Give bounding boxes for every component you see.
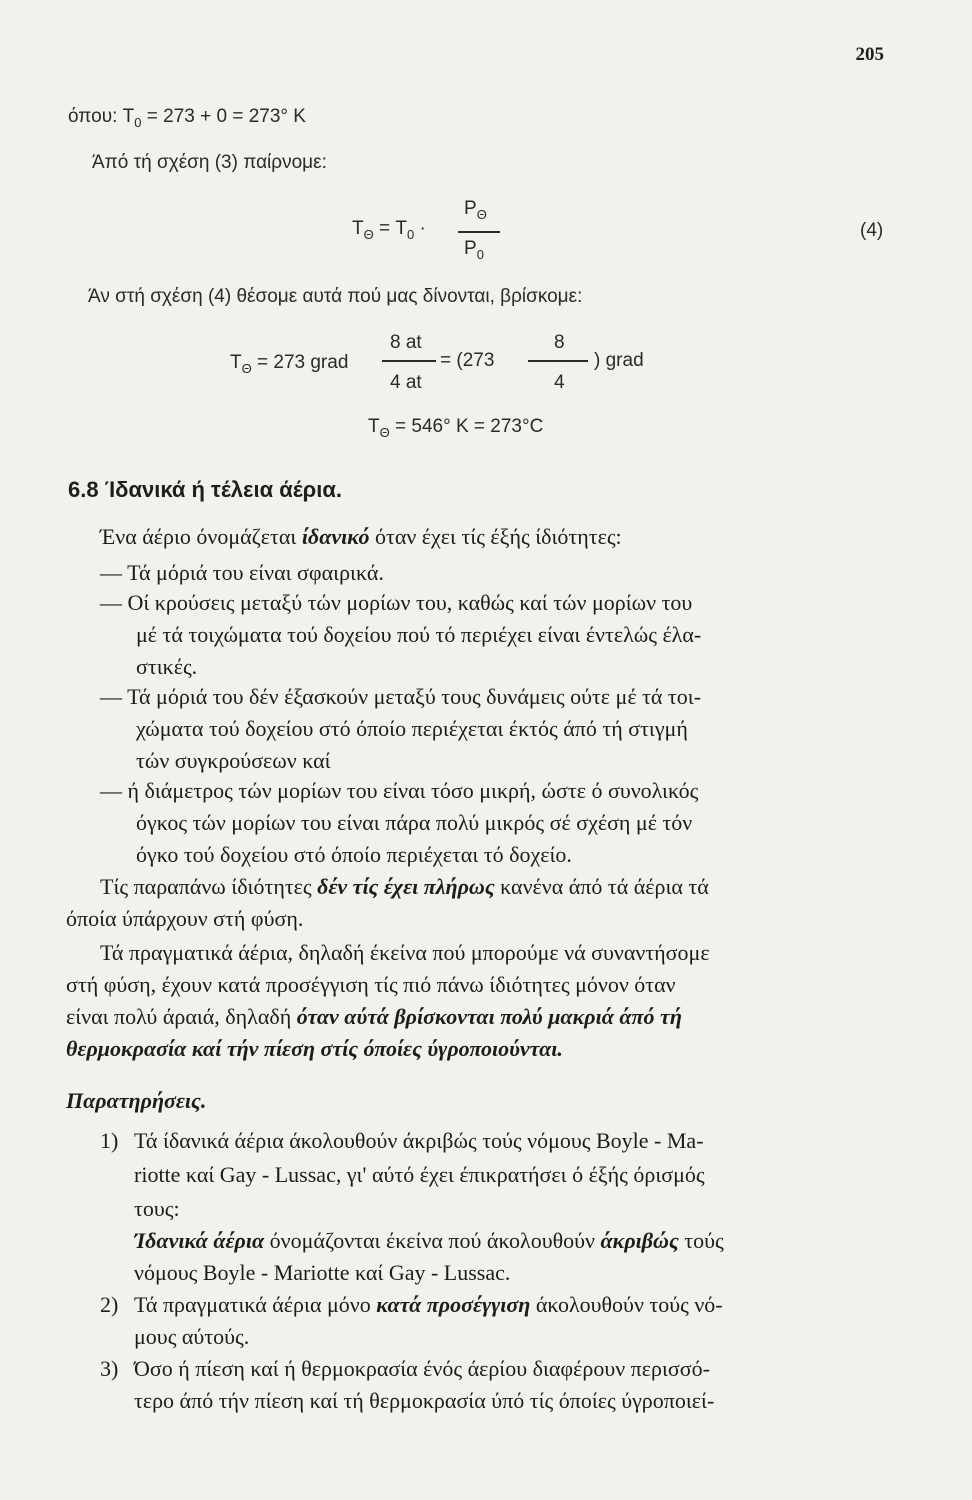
equation-4 <box>352 198 892 268</box>
eq-where-rest: = 273 + 0 = 273° K <box>141 106 306 127</box>
eq5-den1: 4 at <box>390 372 422 393</box>
equation-substitution <box>230 328 670 398</box>
eq4-denominator: $P_0$ <box>464 238 484 262</box>
eq4-numerator: $P_\Theta$ <box>464 198 487 222</box>
eq5-bar1 <box>382 360 436 362</box>
bullet-1: — Τά μόριά του είναι σφαιρικά. <box>100 560 384 585</box>
eq5-num2: 8 <box>554 332 565 353</box>
eq-where-text: όπου: T <box>68 106 135 127</box>
eq5-eq2: = (273 <box>440 350 495 371</box>
eq4-fraction-bar <box>458 231 500 233</box>
eq5-bar2 <box>528 360 588 362</box>
bullet-dash: — <box>100 590 122 615</box>
equation-where <box>68 106 306 128</box>
eq5-num1: 8 at <box>390 332 422 353</box>
term-ideal: ίδανικό <box>301 524 370 549</box>
section-title: 6.8 Ίδανικά ή τέλεια άέρια. <box>68 477 343 502</box>
eq-where-sub: 0 <box>134 115 142 130</box>
substitution-intro: Άν στή σχέση (4) θέσομε αυτά πού μας δίνονται, βρίσκομε: <box>88 286 583 307</box>
bullet-dash: — <box>100 778 122 803</box>
bullet-dash: — <box>100 684 122 709</box>
equation-intro: Άπό τή σχέση (3) παίρνομε: <box>92 152 327 173</box>
bullet-dash: — <box>100 560 122 585</box>
eq5-tail: ) grad <box>594 350 644 371</box>
eq4-lhs: $T_\Theta = T_0$ · <box>352 218 426 242</box>
remarks-title: Παρατηρήσεις. <box>66 1088 207 1113</box>
intro-paragraph: Ένα άέριο όνομάζεται ίδανικό όταν έχει τίς έξής ίδιότητες: <box>100 524 622 549</box>
equation-result: $T_\Theta = 546^\circ$ K = 273°C <box>368 416 544 440</box>
eq5-den2: 4 <box>554 372 565 393</box>
eq5-lhs: $T_\Theta = 273$ grad <box>230 352 349 376</box>
eq4-reference: (4) <box>860 220 884 241</box>
page-number: 205 <box>855 44 884 65</box>
